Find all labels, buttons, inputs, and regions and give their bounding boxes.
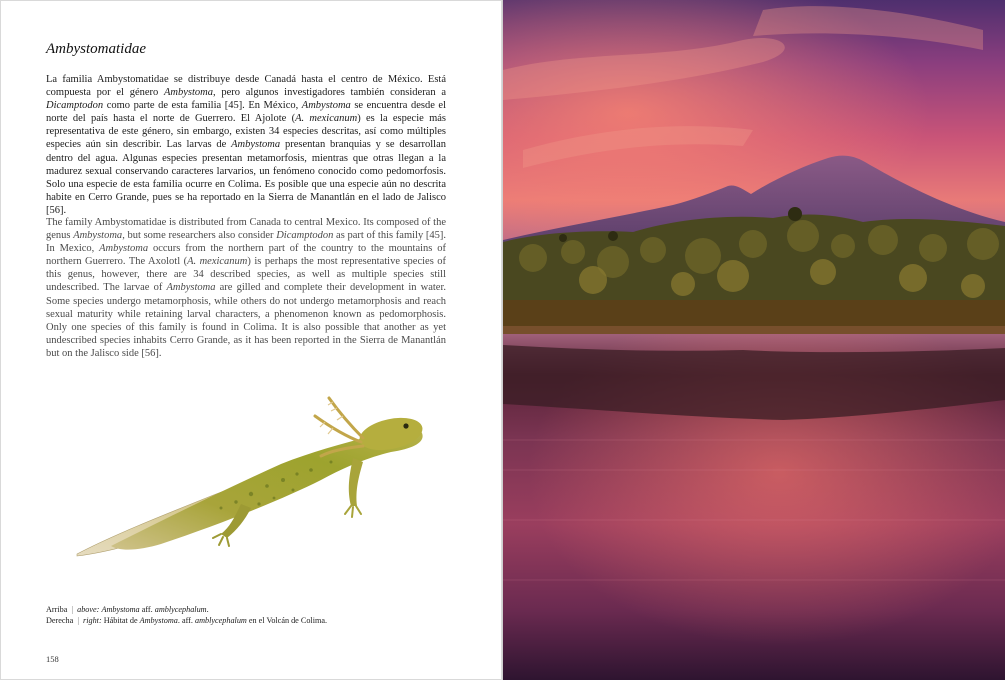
caption-species: amblycephalum [154, 605, 207, 614]
spanish-paragraph [46, 73, 446, 217]
caption-separator: | [77, 616, 79, 626]
right-page-photo [503, 0, 1005, 680]
paragraph-text: occurs from the northern part of the country to the mountains of northern Guerrero. The Axolotl ( [46, 243, 446, 268]
caption-label-es: Derecha [46, 616, 74, 626]
section-heading: Ambystomatidae [46, 41, 146, 57]
caption-text: . aff. [177, 616, 195, 626]
paragraph-text: ) es la especie más representativa de este género, sin embargo, existen 34 especies descritas, así como múltiples especies aún sin describir. Las larvas de [46, 113, 446, 151]
page-number: 158 [46, 654, 59, 664]
paragraph-text: The family Ambystomatidae is distributed from Canada to central Mexico. Its composed of the genus [46, 217, 446, 242]
italic-term: Ambystoma [166, 282, 216, 294]
caption-right [46, 615, 327, 626]
caption-separator: | [71, 605, 74, 614]
italic-term: Ambystoma [231, 139, 281, 151]
paragraph-text: se encuentra desde el norte del país hasta el norte de Guerrero. El Ajolote ( [46, 100, 446, 125]
paragraph-text: ) is perhaps the most representative species of this genus, however, there are 34 described species, as well as multiple species still undescribed. The larvae of [46, 256, 446, 294]
paragraph-text: , pero algunos investigadores también consideran a [213, 87, 446, 99]
axolotl-photo [71, 386, 431, 571]
italic-term: A. mexicanum [295, 113, 358, 125]
italic-term: Ambystoma [73, 230, 123, 242]
caption-text: en el Volcán de Colima. [246, 616, 328, 626]
caption-taxon: Ambystoma [139, 616, 178, 626]
paragraph-text: como parte de esta familia [45]. En México, [103, 100, 302, 112]
paragraph-text: as part of this family [45]. In Mexico, [46, 230, 447, 255]
caption-label-en: right: [83, 616, 102, 626]
caption-label-en: above: [77, 605, 100, 614]
paragraph-text: , but some researchers also consider [122, 230, 277, 242]
italic-term: Ambystoma [164, 87, 213, 99]
caption-text: Hábitat de [101, 616, 140, 626]
left-page [0, 0, 502, 680]
caption-text: . [206, 605, 209, 614]
paragraph-text: are gilled and complete their development in water. Some species undergo metamorphosis, while others do not undergo metamorphosis and reach sexual maturity while retaining larval characters, a phenomenon known as pedomorphosis. Only one species of this family is found in Colima. It is also possible that another as yet undescribed species inhabits Cerro Grande, as it has been reported in the Sierra de Manantlán but on the Jalisco side [56]. [46, 282, 446, 359]
caption-label-es: Arriba [46, 605, 68, 614]
volcano-lake-photo [503, 0, 1005, 680]
paragraph-text: presentan branquias y se desarrollan dentro del agua. Algunas especies presentan metamorfosis, mientras que otras llegan a la madurez sexual conservando caracteres larvarios, un fenómeno conocido como pedomorfosis. Solo una especie de esta familia ocurre en Colima. Es posible que una especie aún no descrita habite en Cerro Grande, pues se ha reportado en la Sierra de Manantlán en el lado de Jalisco [56]. [46, 139, 446, 216]
paragraph-text: La familia Ambystomatidae se distribuye desde Canadá hasta el centro de México. Está compuesta por el género [46, 74, 446, 99]
caption-text: aff. [139, 605, 155, 614]
english-paragraph [46, 216, 446, 360]
italic-term: Dicamptodon [46, 100, 104, 112]
italic-term: Ambystoma [301, 100, 351, 112]
axolotl-illustration [71, 386, 431, 571]
caption-taxon: Ambystoma [101, 605, 140, 614]
italic-term: A. mexicanum [187, 256, 248, 268]
italic-term: Ambystoma [99, 243, 149, 255]
italic-term: Dicamptodon [276, 230, 334, 242]
photo-captions [46, 604, 327, 626]
caption-species: amblycephalum [194, 616, 247, 626]
caption-above [46, 604, 327, 615]
